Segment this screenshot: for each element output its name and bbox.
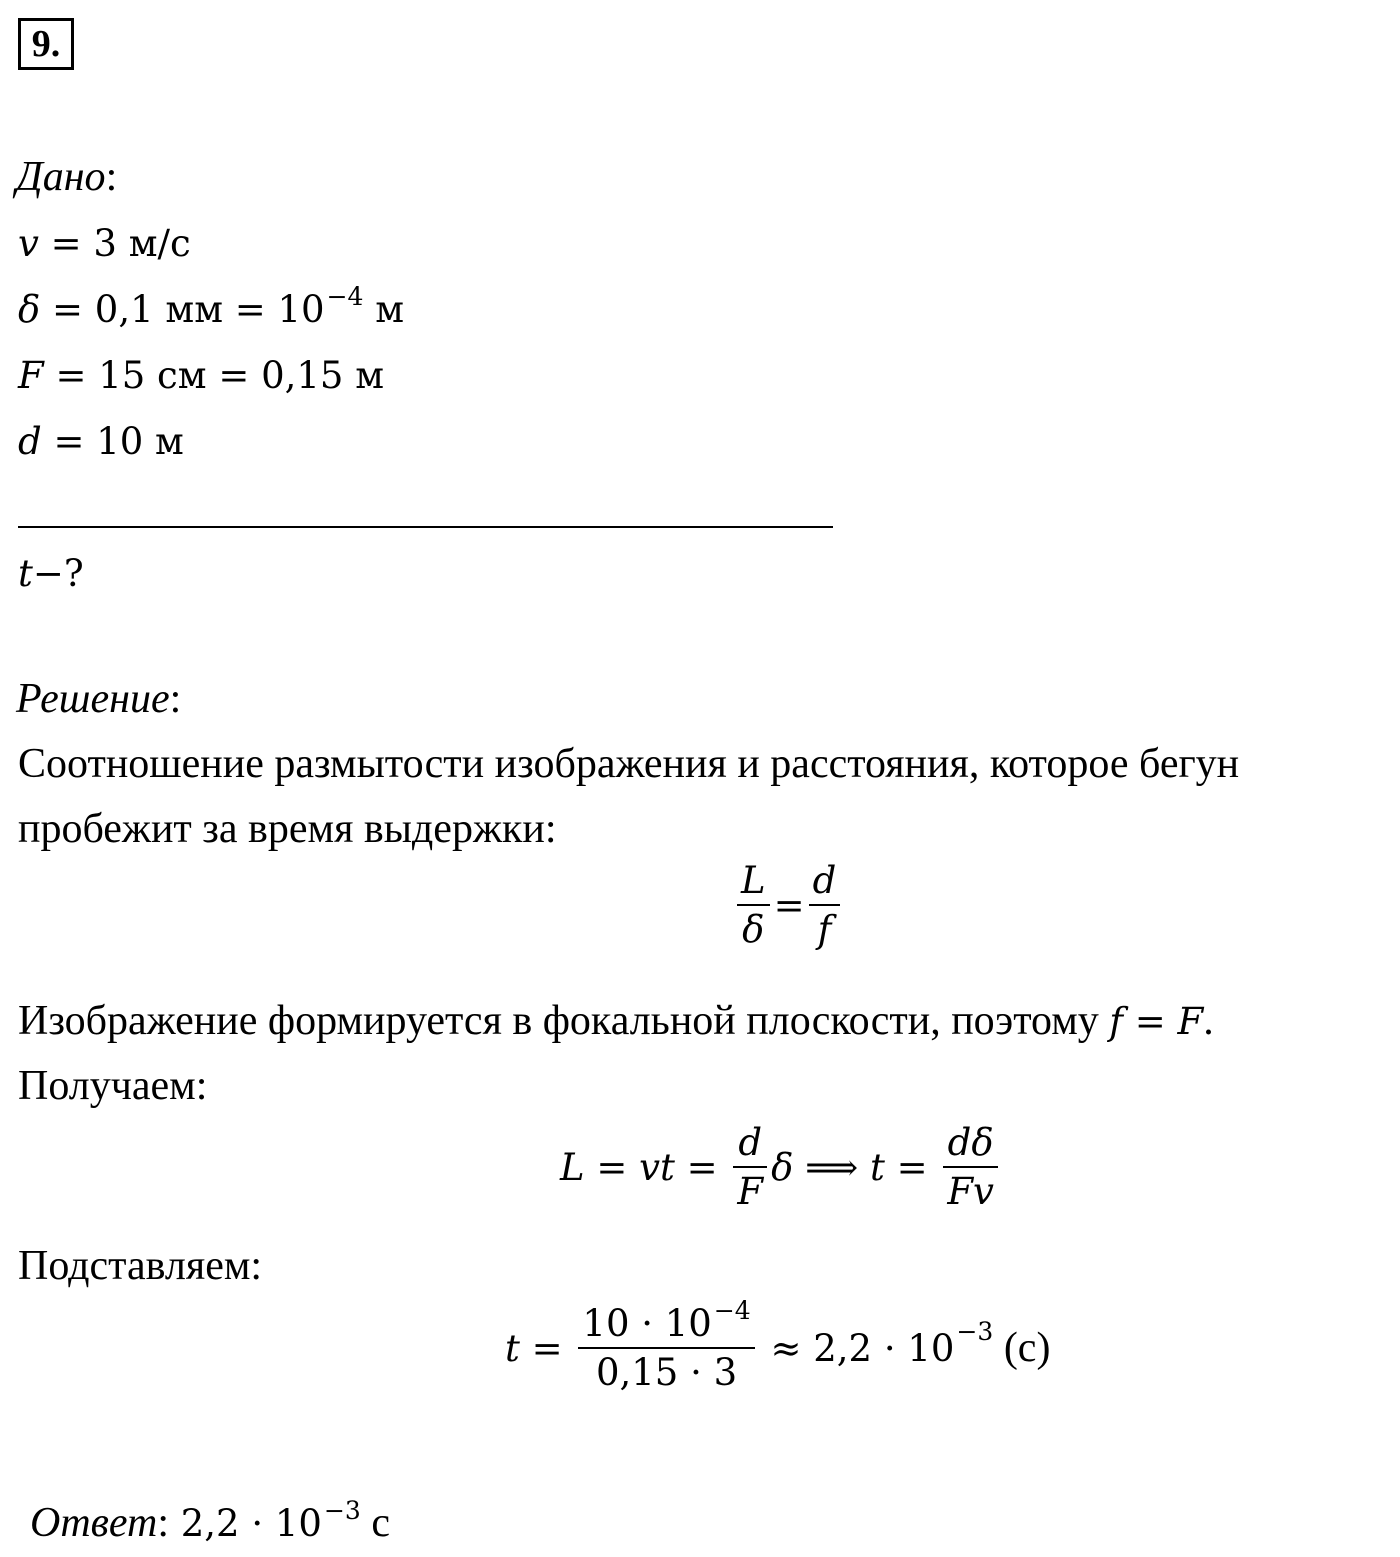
- numerator-L: L: [741, 859, 766, 902]
- blur-exponent: −4: [326, 282, 364, 311]
- denominator-F-v: Fv: [947, 1170, 994, 1213]
- symbol-t: t: [505, 1326, 520, 1370]
- equals-sign: =: [1123, 1000, 1178, 1043]
- answer-unit: с: [360, 1500, 390, 1546]
- answer-label: Ответ: [30, 1500, 158, 1546]
- answer-exponent: −3: [323, 1496, 361, 1525]
- equation-proportion: [733, 859, 844, 951]
- equals-sign: =: [884, 1145, 940, 1189]
- solution-heading-colon: :: [169, 676, 182, 722]
- solution-text-line2: пробежит за время выдержки:: [18, 806, 557, 852]
- blur-value: = 0,1 мм = 10: [40, 288, 325, 331]
- solution-heading: [16, 678, 181, 720]
- equation-derivation: [560, 1121, 1002, 1213]
- symbol-f: f: [1109, 1000, 1123, 1043]
- equals-sign: =: [674, 1145, 730, 1189]
- given-heading-text: Дано: [16, 154, 106, 200]
- fraction-L-over-delta: [737, 859, 770, 951]
- symbol-vt: vt: [639, 1145, 675, 1189]
- given-focal-length: [18, 354, 384, 396]
- fraction-bar: [737, 904, 770, 906]
- fraction-bar: [578, 1347, 754, 1349]
- solution-text-line1: Соотношение размытости изображения и расстояния, которое бегун: [18, 741, 1240, 787]
- given-heading: [16, 156, 117, 198]
- distance-symbol: d: [18, 420, 42, 463]
- problem-number: 9.: [18, 18, 74, 70]
- denominator-delta: δ: [742, 908, 765, 951]
- solution-text-obtain: Получаем:: [18, 1063, 208, 1109]
- implies-arrow: ⟹: [793, 1145, 870, 1189]
- fraction-bar: [943, 1166, 998, 1168]
- find-line: [18, 552, 84, 594]
- focal-plane-text: Изображение формируется в фокальной плоскости, поэтому: [18, 998, 1110, 1044]
- symbol-L: L: [560, 1145, 585, 1189]
- answer-value: 2,2 · 10: [168, 1502, 322, 1545]
- given-velocity: [18, 222, 191, 264]
- equals-sign: =: [773, 883, 805, 927]
- denominator-F: F: [737, 1170, 764, 1213]
- solution-heading-text: Решение: [16, 676, 170, 722]
- numerator-base: 10 · 10: [582, 1302, 712, 1345]
- symbol-F: F: [1177, 1000, 1204, 1043]
- symbol-delta: δ: [771, 1145, 794, 1189]
- fraction-d-over-f: [809, 859, 841, 951]
- distance-value: = 10 м: [41, 420, 184, 463]
- velocity-symbol: v: [18, 222, 39, 265]
- denominator-f: f: [817, 908, 832, 951]
- blur-symbol: δ: [18, 288, 41, 331]
- fraction-bar: [733, 1166, 767, 1168]
- given-heading-colon: :: [105, 154, 118, 200]
- approx-value: ≈ 2,2 · 10: [758, 1326, 955, 1370]
- fraction-bar: [809, 904, 841, 906]
- result-unit: (с): [993, 1325, 1051, 1371]
- solution-text-focal: [18, 1000, 1214, 1042]
- equals-sign: =: [519, 1326, 575, 1370]
- numerator-numeric: [578, 1296, 754, 1345]
- symbol-t: t: [869, 1145, 885, 1189]
- fraction-d-delta-over-F-v: [943, 1121, 998, 1213]
- numerator-d-delta: dδ: [947, 1121, 994, 1164]
- fraction-d-over-F: [733, 1121, 767, 1213]
- period: .: [1203, 998, 1214, 1044]
- find-symbol: t: [18, 552, 33, 595]
- focal-symbol: F: [18, 354, 44, 397]
- equals-sign: =: [584, 1145, 640, 1189]
- denominator-numeric: 0,15 · 3: [595, 1351, 738, 1394]
- numerator-d: d: [812, 859, 837, 902]
- numerator-d: d: [738, 1121, 763, 1164]
- given-blur: [18, 282, 404, 331]
- fraction-numeric: [578, 1296, 754, 1394]
- blur-unit: м: [363, 288, 404, 331]
- numerator-exponent: −4: [713, 1296, 751, 1325]
- answer-colon: :: [157, 1500, 169, 1546]
- solution-text-substitute: Подставляем:: [18, 1243, 263, 1289]
- focal-value: = 15 см = 0,15 м: [43, 354, 385, 397]
- given-divider: [18, 526, 833, 528]
- answer-line: [30, 1496, 390, 1546]
- given-distance: [18, 420, 184, 462]
- equation-result: [505, 1296, 1051, 1394]
- velocity-value: = 3 м/с: [38, 222, 191, 265]
- find-question: −?: [32, 552, 84, 595]
- approx-exponent: −3: [956, 1316, 994, 1346]
